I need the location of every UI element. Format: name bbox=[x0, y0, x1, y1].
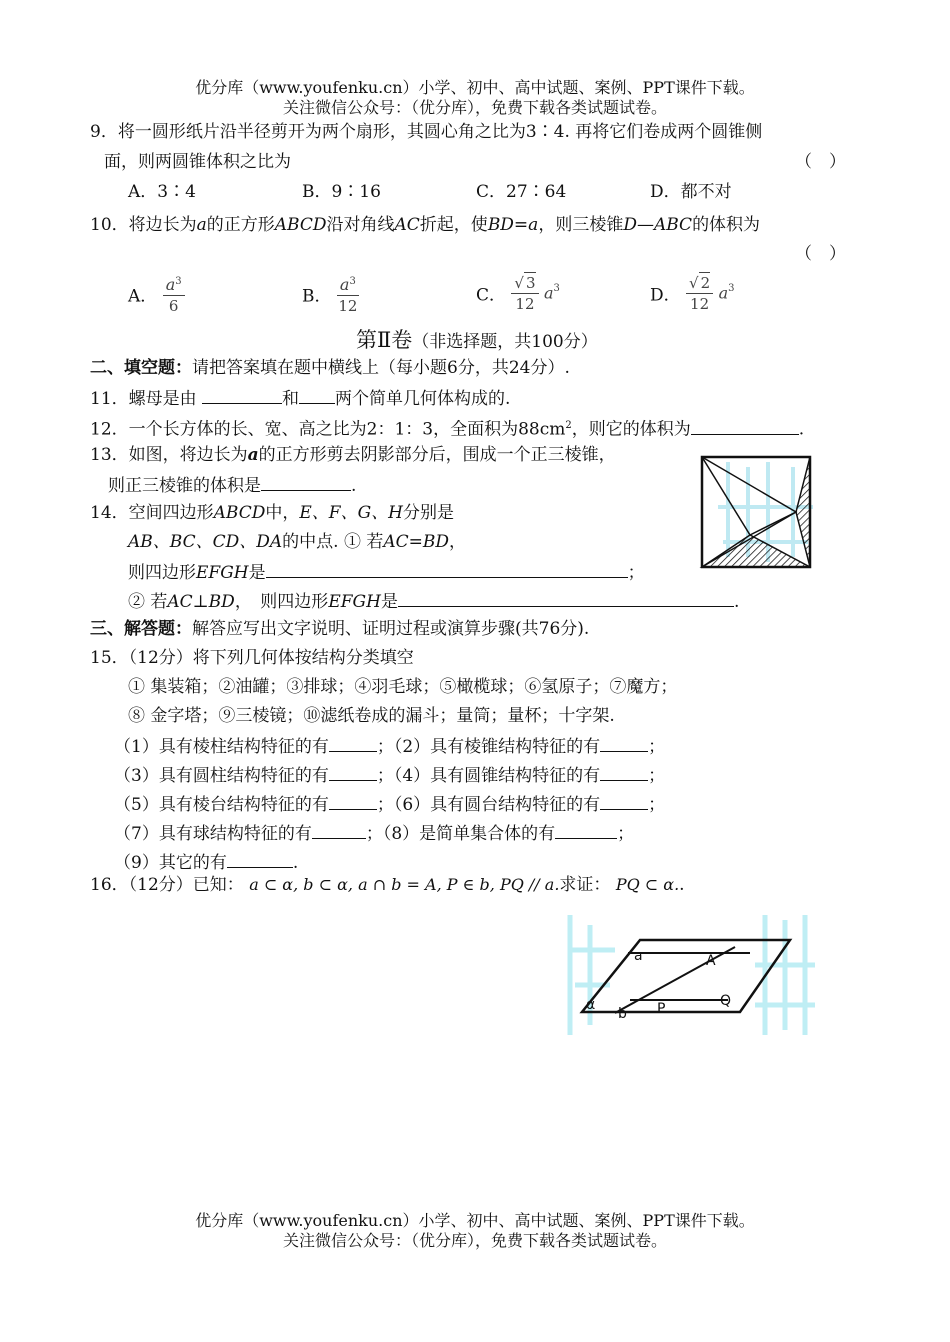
q10-b-exp: 3 bbox=[349, 276, 356, 287]
q16-figure bbox=[560, 905, 825, 1045]
q9-option-c: C．27∶64 bbox=[476, 182, 567, 202]
q15-r5a: （9）其它的有 bbox=[114, 853, 227, 873]
header-line-2: 关注微信公众号：（优分库），免费下载各类试题试卷。 bbox=[282, 98, 667, 117]
q10-a-exp: 3 bbox=[175, 276, 182, 287]
q13-line2 bbox=[108, 472, 356, 498]
q13-line1 bbox=[90, 443, 616, 467]
q16-number: 16． bbox=[90, 875, 129, 895]
q14-t4: 的中点. ① 若 bbox=[282, 532, 384, 552]
q10-d-root: 2 bbox=[700, 274, 711, 292]
q9-text1: 将一圆形纸片沿半径剪开为两个扇形，其圆心角之比为3∶4. 再将它们卷成两个圆锥侧 bbox=[117, 122, 763, 142]
q15-row2 bbox=[114, 762, 665, 788]
q10-d-denominator: 12 bbox=[690, 295, 710, 313]
q15-r3a: （5）具有棱台结构特征的有 bbox=[114, 795, 329, 815]
q14-efgh-list: E、F、G、H bbox=[299, 503, 403, 523]
q14-t6: 则四边形 bbox=[128, 563, 196, 583]
q10-a: a bbox=[196, 215, 207, 235]
section2-subtitle: （非选择题，共100分） bbox=[412, 332, 598, 352]
q15-row3 bbox=[114, 791, 665, 817]
q14-cond1: AC=BD bbox=[383, 532, 450, 552]
q12-number: 12． bbox=[90, 419, 129, 440]
q14-t9: ② 若 bbox=[128, 592, 168, 612]
q10-option-c-fraction: $\frac{√ 3}{12}$ bbox=[511, 272, 538, 314]
q15-blank-7[interactable] bbox=[312, 820, 366, 839]
q16-label-Q: Q bbox=[720, 993, 732, 1009]
q15-row4 bbox=[114, 820, 634, 846]
q14-number: 14． bbox=[90, 503, 129, 523]
q10-option-d-fraction: $\frac{√ 2}{12}$ bbox=[686, 272, 713, 314]
q9-line1 bbox=[90, 120, 762, 144]
q10-option-d-label: D． bbox=[650, 285, 681, 306]
q15-row1 bbox=[114, 733, 665, 759]
q12 bbox=[90, 414, 804, 442]
q14-line3 bbox=[128, 559, 645, 585]
q10-dabc: D—ABC bbox=[623, 215, 693, 235]
q13-a: a bbox=[247, 445, 259, 465]
q10-option-c-label: C． bbox=[476, 285, 507, 306]
q13-fold-line-3 bbox=[750, 512, 796, 535]
q10-d-exp: 3 bbox=[728, 282, 735, 294]
q15-score: （12分） bbox=[128, 648, 193, 668]
q15-blank-6[interactable] bbox=[600, 791, 648, 810]
q13-t2: 的正方形剪去阴影部分后，围成一个正三棱锥， bbox=[258, 445, 616, 465]
q14-t11: 是 bbox=[380, 592, 398, 612]
q14-abcd: ABCD bbox=[213, 503, 266, 523]
q16-label-b: b bbox=[618, 1006, 627, 1022]
q10-option-b-label: B． bbox=[302, 286, 332, 307]
q16-label-a: a bbox=[634, 948, 643, 964]
q10-d-a: a bbox=[718, 283, 729, 303]
q12-blank[interactable] bbox=[691, 416, 799, 435]
q12-sup: 2 bbox=[565, 420, 572, 431]
q15-list2: ⑧ 金字塔；⑨三棱镜；⑩滤纸卷成的漏斗；量筒；量杯；十字架. bbox=[128, 706, 615, 726]
q15-row5 bbox=[114, 849, 298, 875]
q15-blank-8[interactable] bbox=[555, 820, 617, 839]
part3-text: 解答应写出文字说明、证明过程或演算步骤(共76分). bbox=[192, 619, 590, 639]
q13-t3: 则正三棱锥的体积是 bbox=[108, 476, 261, 496]
q10-option-a bbox=[128, 272, 185, 316]
q15-blank-9[interactable] bbox=[227, 849, 293, 868]
q12-end: . bbox=[798, 419, 805, 440]
q15-r3b: ；（6）具有圆台结构特征的有 bbox=[376, 795, 601, 815]
q11-t1: 螺母是由 bbox=[128, 389, 197, 409]
q14-efgh-1: EFGH bbox=[196, 563, 249, 583]
q16-end: . bbox=[679, 875, 685, 895]
q14-t8: ； bbox=[627, 563, 645, 583]
q10-b-denominator: 12 bbox=[338, 297, 358, 315]
q14-line2 bbox=[128, 530, 466, 554]
q14-blank-2[interactable] bbox=[398, 588, 734, 607]
q10-option-a-label: A． bbox=[128, 286, 158, 307]
q10-a-numerator: a bbox=[165, 275, 176, 294]
q13-figure bbox=[688, 447, 826, 575]
header-line-1: 优分库（www.youfenku.cn）小学、初中、高中试题、案例、PPT课件下载。 bbox=[195, 78, 755, 97]
q16 bbox=[90, 873, 685, 897]
section2-title: 第Ⅱ卷 bbox=[356, 328, 413, 352]
q11-blank-1[interactable] bbox=[202, 385, 282, 404]
q15-r4a: （7）具有球结构特征的有 bbox=[114, 824, 312, 844]
q11 bbox=[90, 385, 510, 411]
q10-t4: 折起，使 bbox=[419, 215, 488, 235]
q12-t1: 一个长方体的长、宽、高之比为2：1：3，全面积为88cm bbox=[128, 419, 566, 440]
section2-heading bbox=[356, 327, 598, 355]
q10-option-d bbox=[650, 272, 734, 314]
footer-line-1: 优分库（www.youfenku.cn）小学、初中、高中试题、案例、PPT课件下载。 bbox=[195, 1211, 755, 1230]
q13-t1: 如图，将边长为 bbox=[128, 445, 248, 465]
q10-line1 bbox=[90, 213, 760, 237]
q15-blank-5[interactable] bbox=[329, 791, 377, 810]
q10-t5: ，则三棱锥 bbox=[538, 215, 624, 235]
q14-efgh-2: EFGH bbox=[328, 592, 381, 612]
q14-t3: 分别是 bbox=[403, 503, 454, 523]
part2-text: 请把答案填在题中横线上（每小题6分，共24分）. bbox=[192, 358, 570, 378]
q14-t7: 是 bbox=[248, 563, 266, 583]
q16-line-b bbox=[615, 947, 735, 1013]
q16-label-P: P bbox=[657, 1001, 666, 1017]
q15-r1b: ；（2）具有棱锥结构特征的有 bbox=[376, 737, 601, 757]
q15-blank-4[interactable] bbox=[600, 762, 648, 781]
q10-option-b-fraction bbox=[337, 272, 359, 316]
q10-option-c bbox=[476, 272, 560, 314]
q11-blank-2[interactable] bbox=[299, 385, 335, 404]
part2-label: 二、填空题： bbox=[90, 358, 192, 378]
q10-option-a-fraction bbox=[163, 272, 185, 316]
q9-number: 9． bbox=[90, 122, 118, 142]
q10-c-denominator: 12 bbox=[515, 295, 535, 313]
q14-end: . bbox=[733, 592, 740, 612]
q15-dot: . bbox=[292, 853, 299, 873]
q16-watermark bbox=[570, 915, 815, 1035]
q14-cond2: AC⊥BD bbox=[167, 592, 235, 612]
part3-heading bbox=[90, 617, 589, 641]
q14-blank-1[interactable] bbox=[266, 559, 628, 578]
q15-r1a: （1）具有棱柱结构特征的有 bbox=[114, 737, 329, 757]
q10-ac: AC bbox=[394, 215, 420, 235]
q15-semi-2: ； bbox=[648, 766, 666, 786]
q15-blank-1[interactable] bbox=[329, 733, 377, 752]
q10-paren: （ ） bbox=[795, 244, 846, 264]
q15-line1 bbox=[90, 646, 414, 670]
q15-semi-1: ； bbox=[648, 737, 666, 757]
q10-c-root: 3 bbox=[525, 274, 536, 292]
q9-option-b: B．9∶16 bbox=[302, 182, 381, 202]
q11-t2: 和 bbox=[282, 389, 300, 409]
q10-c-a: a bbox=[543, 283, 554, 303]
q11-number: 11． bbox=[90, 389, 129, 409]
q16-goal: PQ ⊂ α. bbox=[615, 875, 680, 894]
q16-prove: 求证： bbox=[559, 875, 611, 895]
q10-bd: BD=a bbox=[487, 215, 539, 235]
q13-end: . bbox=[351, 476, 357, 496]
q10-a-denominator: 6 bbox=[168, 297, 179, 315]
part2-heading bbox=[90, 356, 570, 380]
q14-t10: ， 则四边形 bbox=[234, 592, 329, 612]
q15-blank-3[interactable] bbox=[329, 762, 377, 781]
q9-option-a: A．3∶4 bbox=[128, 182, 196, 202]
q9-option-d: D．都不对 bbox=[650, 182, 732, 202]
q15-blank-2[interactable] bbox=[600, 733, 648, 752]
q10-abcd: ABCD bbox=[274, 215, 327, 235]
q14-line1 bbox=[90, 501, 454, 525]
q10-number: 10． bbox=[90, 215, 129, 235]
footer-line-2: 关注微信公众号：（优分库），免费下载各类试题试卷。 bbox=[282, 1231, 667, 1250]
q15-r4b: ；（8）是简单集合体的有 bbox=[365, 824, 556, 844]
q15-text: 将下列几何体按结构分类填空 bbox=[192, 648, 414, 668]
q14-mids: AB、BC、CD、DA bbox=[128, 532, 283, 552]
q10-option-b bbox=[302, 272, 359, 316]
q10-t2: 的正方形 bbox=[206, 215, 275, 235]
q9-paren: （ ） bbox=[795, 152, 846, 172]
q16-condition: a ⊂ α, b ⊂ α, a ∩ b = A, P ∈ b, PQ // a. bbox=[249, 875, 560, 894]
q10-t1: 将边长为 bbox=[128, 215, 197, 235]
q13-blank[interactable] bbox=[261, 472, 351, 491]
q14-line4 bbox=[128, 588, 739, 614]
q16-score: （12分）已知： bbox=[128, 875, 244, 895]
q11-t3: 两个简单几何体构成的. bbox=[335, 389, 511, 409]
q14-t5: ， bbox=[449, 532, 467, 552]
q16-label-alpha: α bbox=[586, 997, 596, 1013]
q9-text2: 面，则两圆锥体积之比为 bbox=[104, 152, 291, 172]
q10-t3: 沿对角线 bbox=[326, 215, 395, 235]
part3-label: 三、解答题： bbox=[90, 619, 192, 639]
q15-r2a: （3）具有圆柱结构特征的有 bbox=[114, 766, 329, 786]
q15-r2b: ；（4）具有圆锥结构特征的有 bbox=[376, 766, 601, 786]
q13-shade-right bbox=[796, 457, 810, 567]
q14-t1: 空间四边形 bbox=[128, 503, 214, 523]
q13-number: 13． bbox=[90, 445, 129, 465]
q10-t6: 的体积为 bbox=[692, 215, 761, 235]
q15-list1: ① 集装箱；②油罐；③排球；④羽毛球；⑤橄榄球；⑥氢原子；⑦魔方； bbox=[128, 677, 678, 697]
q10-b-numerator: a bbox=[339, 275, 350, 294]
q15-number: 15． bbox=[90, 648, 129, 668]
q15-semi-4: ； bbox=[617, 824, 635, 844]
q10-c-exp: 3 bbox=[553, 282, 560, 294]
q15-semi-3: ； bbox=[648, 795, 666, 815]
q16-label-A: A bbox=[706, 953, 716, 969]
q14-t2: 中， bbox=[265, 503, 300, 523]
q12-t2: ，则它的体积为 bbox=[571, 419, 691, 440]
